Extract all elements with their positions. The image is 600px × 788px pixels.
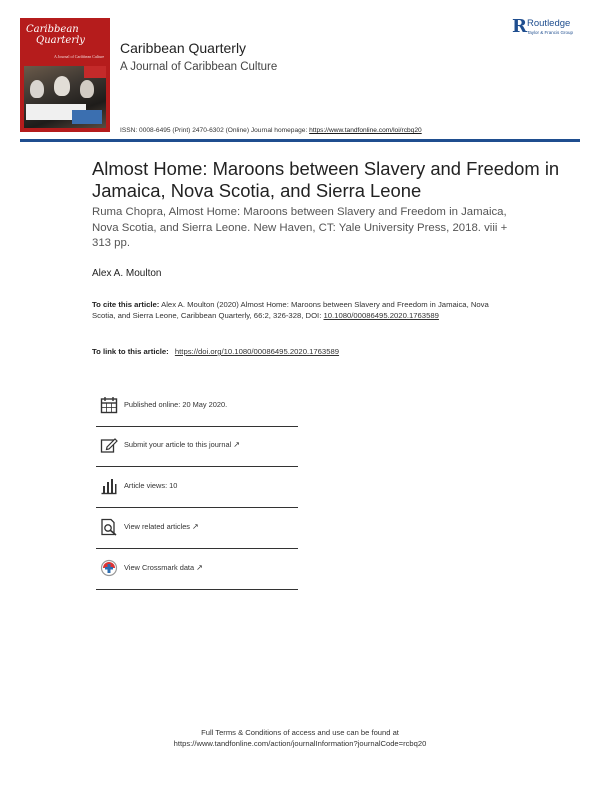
citation-block — [92, 299, 502, 321]
edit-icon — [100, 436, 118, 454]
cover-subtitle: A Journal of Caribbean Culture — [54, 54, 105, 59]
crossmark-row[interactable] — [96, 559, 298, 599]
header-divider — [20, 139, 580, 142]
citation-doi-link[interactable]: 10.1080/00086495.2020.1763589 — [323, 311, 439, 320]
row-divider — [96, 548, 298, 549]
submit-article-link[interactable]: Submit your article to this journal ↗ — [124, 440, 240, 449]
external-link-icon: ↗ — [233, 440, 240, 449]
row-divider — [96, 507, 298, 508]
journal-name: Caribbean Quarterly — [120, 40, 247, 56]
crossmark-icon — [100, 559, 118, 577]
row-divider — [96, 589, 298, 590]
journal-homepage-link[interactable]: https://www.tandfonline.com/loi/rcbq20 — [309, 127, 422, 134]
external-link-icon: ↗ — [192, 522, 199, 531]
related-articles-icon — [100, 518, 118, 536]
published-date: Published online: 20 May 2020. — [124, 400, 228, 409]
footer — [0, 727, 600, 749]
row-divider — [96, 426, 298, 427]
related-row[interactable] — [96, 518, 298, 558]
journal-cover — [20, 18, 110, 132]
citation-label: To cite this article: — [92, 300, 160, 309]
journal-subtitle: A Journal of Caribbean Culture — [120, 61, 278, 73]
cover-title: Caribbean Quarterly — [26, 24, 85, 46]
article-doi-link[interactable]: https://doi.org/10.1080/00086495.2020.1763589 — [174, 347, 340, 356]
article-link-block — [92, 347, 339, 356]
publisher-tagline: Taylor & Francis Group — [527, 30, 574, 35]
published-row — [96, 396, 298, 436]
article-views: Article views: 10 — [124, 481, 178, 490]
views-row — [96, 477, 298, 517]
row-divider — [96, 466, 298, 467]
footer-terms: Full Terms & Conditions of access and use can be found at — [201, 728, 399, 737]
routledge-logo-icon: R — [512, 16, 527, 37]
bar-chart-icon — [100, 477, 118, 495]
footer-terms-link[interactable]: https://www.tandfonline.com/action/journalInformation?journalCode=rcbq20 — [173, 739, 427, 748]
link-label: To link to this article: — [92, 347, 169, 356]
cover-photo — [24, 66, 106, 128]
issn-line — [120, 127, 422, 134]
submit-row[interactable] — [96, 436, 298, 476]
article-subtitle: Ruma Chopra, Almost Home: Maroons between Slavery and Freedom in Jamaica, Nova Scotia, and Sierra Leone. New Haven, CT: Yale University Press, 2018. viii + 313 pp. — [92, 206, 508, 249]
citation-text: Alex A. Moulton (2020) Almost Home: Maroons between Slavery and Freedom in Jamaica, Nova Scotia, and Sierra Leone, Caribbean Quarterly, 66:2, 326-328, DOI: — [92, 300, 489, 320]
crossmark-link[interactable]: View Crossmark data ↗ — [124, 563, 203, 572]
article-author: Alex A. Moulton — [92, 268, 162, 279]
external-link-icon: ↗ — [196, 563, 203, 572]
issn-text: ISSN: 0008-6495 (Print) 2470-6302 (Online) Journal homepage: — [120, 127, 308, 134]
related-articles-link[interactable]: View related articles ↗ — [124, 522, 199, 531]
article-title: Almost Home: Maroons between Slavery and Freedom in Jamaica, Nova Scotia, and Sierra Leone — [92, 158, 560, 201]
calendar-icon — [100, 396, 118, 414]
publisher-name: Routledge — [527, 18, 571, 29]
